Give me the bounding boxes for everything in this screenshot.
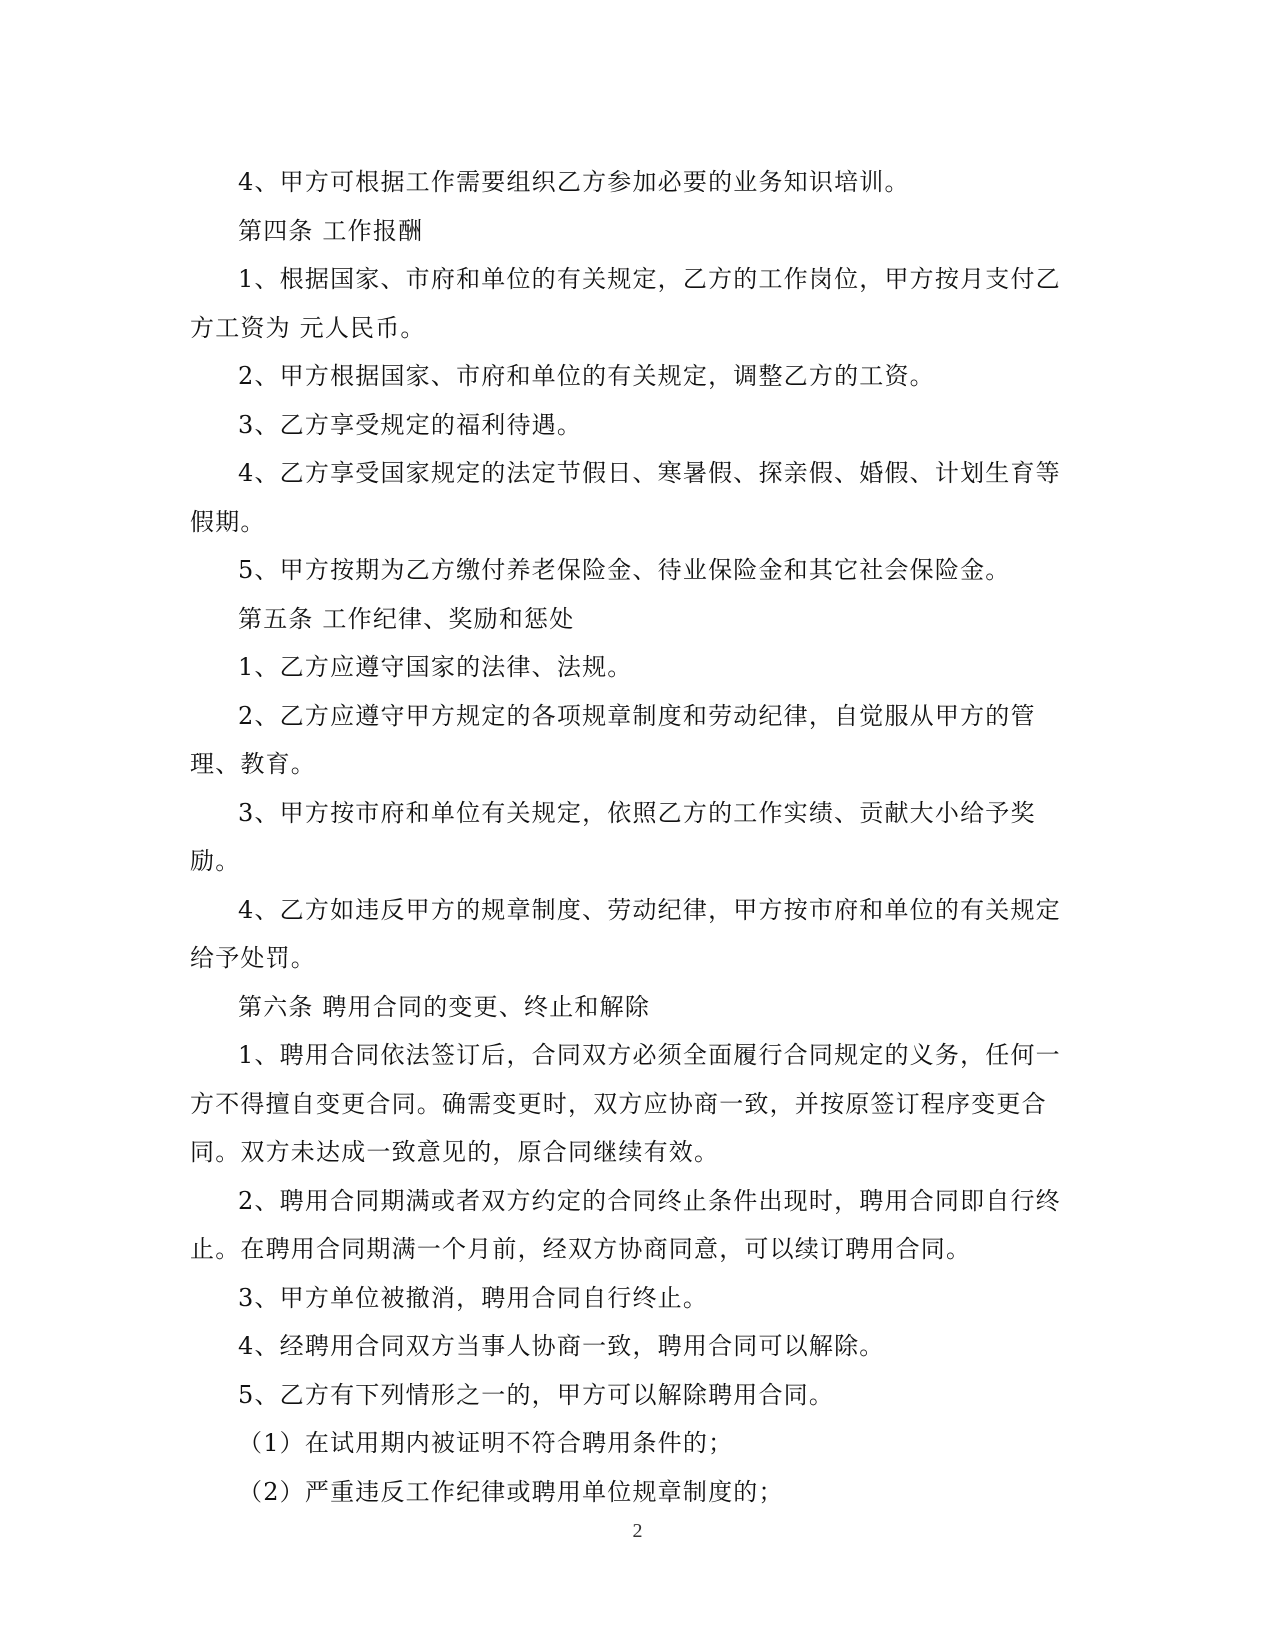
paragraph: 4、乙方享受国家规定的法定节假日、寒暑假、探亲假、婚假、计划生育等假期。 <box>190 459 1061 536</box>
paragraph: 2、甲方根据国家、市府和单位的有关规定，调整乙方的工资。 <box>238 362 935 390</box>
paragraph: 1、乙方应遵守国家的法律、法规。 <box>238 653 633 681</box>
paragraph: 3、甲方单位被撤消，聘用合同自行终止。 <box>238 1283 709 1312</box>
paragraph: 3、甲方按市府和单位有关规定，依照乙方的工作实绩、贡献大小给予奖励。 <box>190 798 1036 875</box>
paragraph: 4、甲方可根据工作需要组织乙方参加必要的业务知识培训。 <box>238 168 910 196</box>
section-heading: 第五条 工作纪律、奖励和惩处 <box>238 604 575 633</box>
section-heading: 第六条 聘用合同的变更、终止和解除 <box>238 992 651 1021</box>
paragraph: 5、甲方按期为乙方缴付养老保险金、待业保险金和其它社会保险金。 <box>238 556 1011 584</box>
page-number: 2 <box>632 1520 643 1542</box>
paragraph: 4、乙方如违反甲方的规章制度、劳动纪律，甲方按市府和单位的有关规定给予处罚。 <box>190 895 1061 972</box>
paragraph: 2、乙方应遵守甲方规定的各项规章制度和劳动纪律，自觉服从甲方的管理、教育。 <box>190 701 1036 778</box>
paragraph: 3、乙方享受规定的福利待遇。 <box>238 410 583 439</box>
paragraph: 2、聘用合同期满或者双方约定的合同终止条件出现时，聘用合同即自行终止。在聘用合同期满一个月前，经双方协商同意，可以续订聘用合同。 <box>190 1186 1061 1263</box>
paragraph: 1、聘用合同依法签订后，合同双方必须全面履行合同规定的义务，任何一方不得擅自变更合同。确需变更时，双方应协商一致，并按原签订程序变更合同。双方未达成一致意见的，原合同继续有效。 <box>190 1041 1061 1166</box>
paragraph: 4、经聘用合同双方当事人协商一致，聘用合同可以解除。 <box>238 1332 885 1360</box>
sub-item: （2）严重违反工作纪律或聘用单位规章制度的； <box>238 1477 784 1506</box>
document-body <box>190 158 1080 1516</box>
section-heading: 第四条 工作报酬 <box>238 216 424 245</box>
sub-item: （1）在试用期内被证明不符合聘用条件的； <box>238 1429 734 1457</box>
paragraph: 1、根据国家、市府和单位的有关规定，乙方的工作岗位，甲方按月支付乙方工资为 元人民币。 <box>190 265 1061 342</box>
paragraph: 5、乙方有下列情形之一的，甲方可以解除聘用合同。 <box>238 1380 835 1409</box>
